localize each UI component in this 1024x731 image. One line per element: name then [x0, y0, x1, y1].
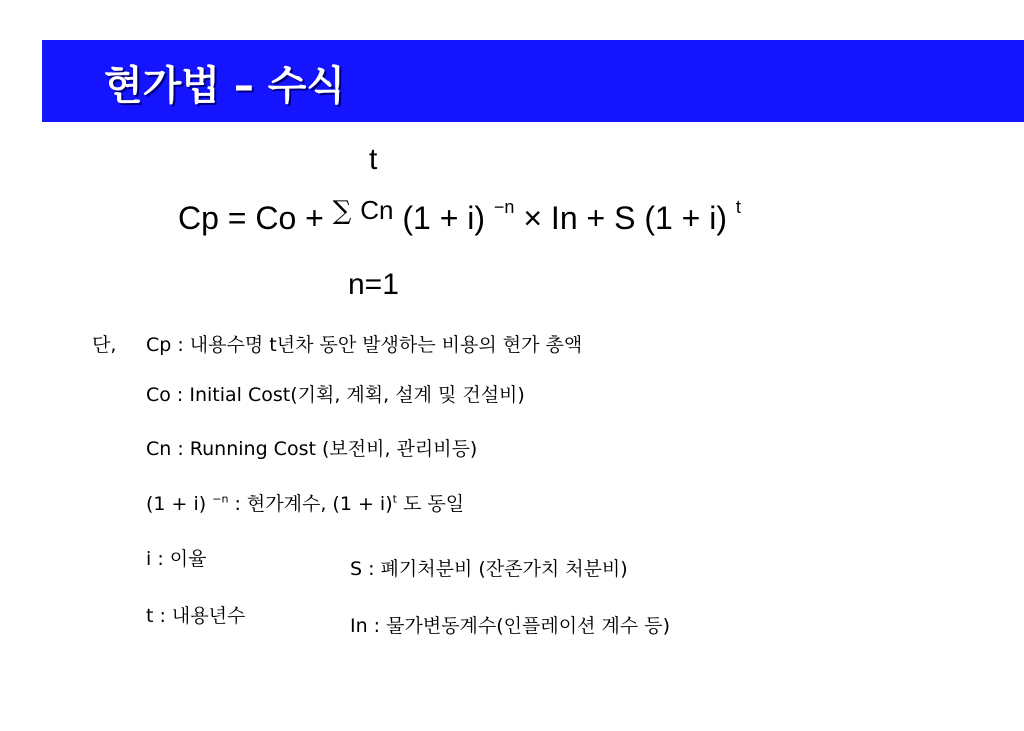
note-factor-a: (1 + i) [146, 493, 213, 515]
note-cn: Cn : Running Cost (보전비, 관리비등) [146, 438, 478, 460]
formula-part2: × In + S (1 + i) [523, 200, 727, 236]
note-t: t : 내용년수 [146, 605, 246, 627]
page-title: 현가법 – 수식 [104, 63, 346, 109]
formula-lower-limit: n=1 [348, 268, 399, 301]
formula-cn: Cn [360, 195, 394, 225]
note-i: i : 이율 [146, 548, 207, 570]
note-factor-c: 도 동일 [396, 493, 465, 515]
notes-label: 단, [92, 334, 117, 356]
formula-exp1: −n [493, 197, 515, 218]
title-bar [42, 40, 1024, 122]
note-co: Co : Initial Cost(기획, 계획, 설계 및 건설비) [146, 384, 525, 406]
formula-lhs: Cp = Co + [178, 200, 324, 236]
note-s: S : 폐기처분비 (잔존가치 처분비) [350, 558, 628, 580]
formula-upper-limit: t [369, 143, 378, 176]
formula-part1: (1 + i) [402, 200, 494, 236]
formula-exp2: t [735, 197, 741, 218]
sigma-symbol: ∑ [332, 196, 352, 226]
note-factor-exp1: −n [212, 492, 229, 506]
note-factor [146, 489, 464, 516]
note-factor-exp2: t [392, 492, 397, 506]
note-factor-b: : 현가계수, (1 + i) [228, 493, 393, 515]
note-in: In : 물가변동계수(인플레이션 계수 등) [350, 615, 670, 637]
formula-main [178, 195, 741, 237]
note-cp: Cp : 내용수명 t년차 동안 발생하는 비용의 현가 총액 [146, 334, 583, 356]
